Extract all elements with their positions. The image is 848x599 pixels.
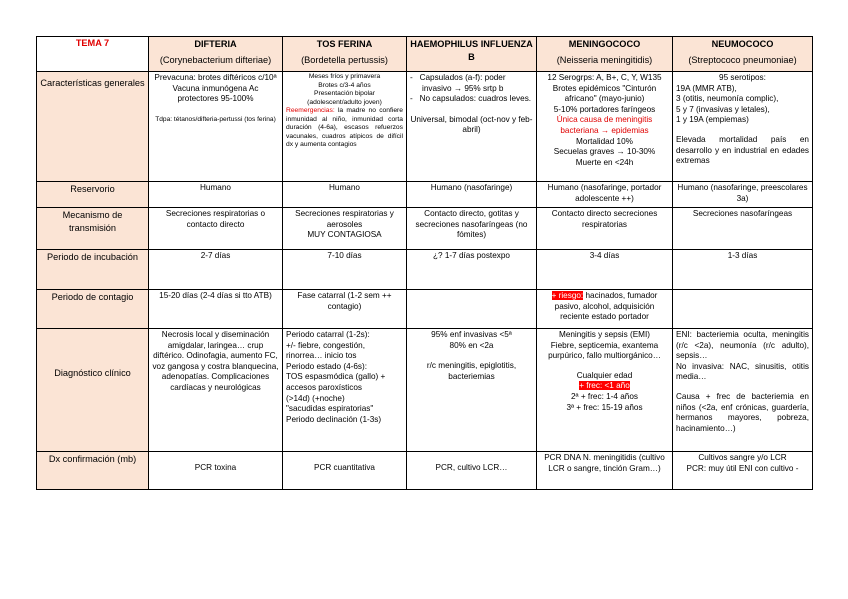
cell-haemophilus: PCR, cultivo LCR…: [407, 452, 537, 490]
cell-meningococo: 12 Serogrps: A, B+, C, Y, W135 Brotes epidémicos "Cinturón africano" (mayo-junio) 5-10% portadores faríngeos Única causa de meningitis bacteriana → epidemias Mortalidad 10% Secuelas graves → 10-30% Muerte en <24h: [537, 72, 673, 182]
cell-neumococo: [673, 290, 813, 329]
header-row: [37, 37, 813, 72]
header-tosferina: [283, 37, 407, 72]
pathogen-name: (Corynebacterium difteriae): [159, 54, 272, 65]
cell-difteria: 15-20 días (2-4 días si tto ATB): [149, 290, 283, 329]
row-incubacion: [37, 250, 813, 290]
frequency-highlight: + frec: <1 año: [579, 381, 630, 391]
cell-meningococo: Meningitis y sepsis (EMI) Fiebre, septicemia, exantema purpúrico, fallo multiorgánico… Cualquier edad + frec: <1 año 2ª + frec: 1-4 años 3ª + frec: 15-19 años: [537, 329, 673, 452]
disease-name: DIFTERIA: [194, 39, 237, 49]
row-label: Mecanismo de transmisión: [37, 208, 149, 250]
cell-neumococo: Cultivos sangre y/o LCR PCR: muy útil ENI con cultivo -: [673, 452, 813, 490]
cell-meningococo: 3-4 días: [537, 250, 673, 290]
cell-neumococo: Humano (nasofaringe, preescolares 3a): [673, 182, 813, 208]
cell-tosferina: PCR cuantitativa: [283, 452, 407, 490]
cell-tosferina: Periodo catarral (1-2s): +/- fiebre, congestión, rinorrea… inicio tos Periodo estado (4-6s): TOS espasmódica (gallo) + accesos paroxísticos (>14d) (+noche) "sacudidas espiratorias" Periodo declinación (1-3s): [283, 329, 407, 452]
disease-name: MENINGOCOCO: [568, 39, 641, 49]
cell-difteria: 2-7 días: [149, 250, 283, 290]
cell-difteria: Humano: [149, 182, 283, 208]
row-label: Características generales: [37, 72, 149, 182]
row-label: Periodo de incubación: [37, 250, 149, 290]
header-difteria: [149, 37, 283, 72]
cell-tosferina: Humano: [283, 182, 407, 208]
cell-difteria: PCR toxina: [149, 452, 283, 490]
row-label: Dx confirmación (mb): [37, 452, 149, 490]
header-meningococo: [537, 37, 673, 72]
pathogen-name: (Streptococo pneumoniae): [688, 54, 797, 65]
disease-name: HAEMOPHILUS INFLUENZA B: [410, 39, 533, 62]
header-haemophilus: [407, 37, 537, 72]
cell-haemophilus: Contacto directo, gotitas y secreciones nasofaríngeas (no fómites): [407, 208, 537, 250]
cell-meningococo: Humano (nasofaringe, portador adolescente ++): [537, 182, 673, 208]
row-dx: [37, 452, 813, 490]
row-mecanismo: [37, 208, 813, 250]
row-reservorio: [37, 182, 813, 208]
pathogen-name: (Neisseria meningitidis): [556, 54, 653, 65]
cell-haemophilus: Humano (nasofaringe): [407, 182, 537, 208]
disease-comparison-table: [36, 36, 813, 490]
row-label: Periodo de contagio: [37, 290, 149, 329]
cell-haemophilus: - Capsulados (a-f): poder invasivo → 95% srtp b - No capsulados: cuadros leves. Universal, bimodal (oct-nov y feb-abril): [407, 72, 537, 182]
cell-haemophilus: ¿? 1-7 días postexpo: [407, 250, 537, 290]
risk-highlight: + riesgo:: [551, 291, 584, 300]
disease-name: NEUMOCOCO: [711, 39, 774, 49]
cell-neumococo: 1-3 días: [673, 250, 813, 290]
cell-tosferina: Secreciones respiratorias y aerosoles MUY CONTAGIOSA: [283, 208, 407, 250]
cell-meningococo: Contacto directo secreciones respiratorias: [537, 208, 673, 250]
row-contagio: [37, 290, 813, 329]
cell-difteria: Prevacuna: brotes diftéricos c/10ª Vacuna inmunógena Ac protectores 95-100% Tdpa: tétanos/difteria-pertussi (tos ferina): [149, 72, 283, 182]
cell-tosferina: Fase catarral (1-2 sem ++ contagio): [283, 290, 407, 329]
cell-tosferina: 7-10 días: [283, 250, 407, 290]
row-label: Diagnóstico clínico: [37, 329, 149, 452]
cell-difteria: Secreciones respiratorias o contacto directo: [149, 208, 283, 250]
row-diagnostico: [37, 329, 813, 452]
cell-neumococo: 95 serotipos: 19A (MMR ATB), 3 (otitis, neumonía complic), 5 y 7 (invasivas y letales), 1 y 19A (empiemas) Elevada mortalidad país en desarrollo y en industrial en edades extremas: [673, 72, 813, 182]
header-neumococo: [673, 37, 813, 72]
cell-tosferina: Meses fríos y primavera Brotes c/3-4 años Presentación bipolar (adolescent/adulto joven) Reemergencias: la madre no confiere inmunidad al niño, inmunidad corta duración (4-6a), escasos refuerzos vacunales, cuadros atípicos de difícil dx y aumenta contagios: [283, 72, 407, 182]
disease-name: TOS FERINA: [316, 39, 373, 49]
pathogen-name: (Bordetella pertussis): [301, 54, 388, 65]
row-label: Reservorio: [37, 182, 149, 208]
row-caracteristicas: [37, 72, 813, 182]
cell-difteria: Necrosis local y diseminación amigdalar, laringea… crup diftérico. Odinofagia, aumento FC, voz gangosa y costra blanquecina, adenopatías. Complicaciones cardíacas y neurológicas: [149, 329, 283, 452]
cell-neumococo: Secreciones nasofaríngeas: [673, 208, 813, 250]
cell-meningococo: + riesgo: hacinados, fumador pasivo, alcohol, adquisición reciente estado portador: [537, 290, 673, 329]
cell-haemophilus: 95% enf invasivas <5ª 80% en <2a r/c meningitis, epiglotitis, bacteriemias: [407, 329, 537, 452]
cell-neumococo: ENI: bacteriemia oculta, meningitis (r/c <2a), neumonía (r/c adulto), sepsis… No invasiva: NAC, sinusitis, otitis media… Causa + frec de bacteriemia en niños (<2a, enf crónicas, guardería, hermanos mayores, pobreza, hacinamiento…): [673, 329, 813, 452]
cell-meningococo: PCR DNA N. meningitidis (cultivo LCR o sangre, tinción Gram…): [537, 452, 673, 490]
cell-haemophilus: [407, 290, 537, 329]
topic-title: TEMA 7: [37, 37, 149, 72]
